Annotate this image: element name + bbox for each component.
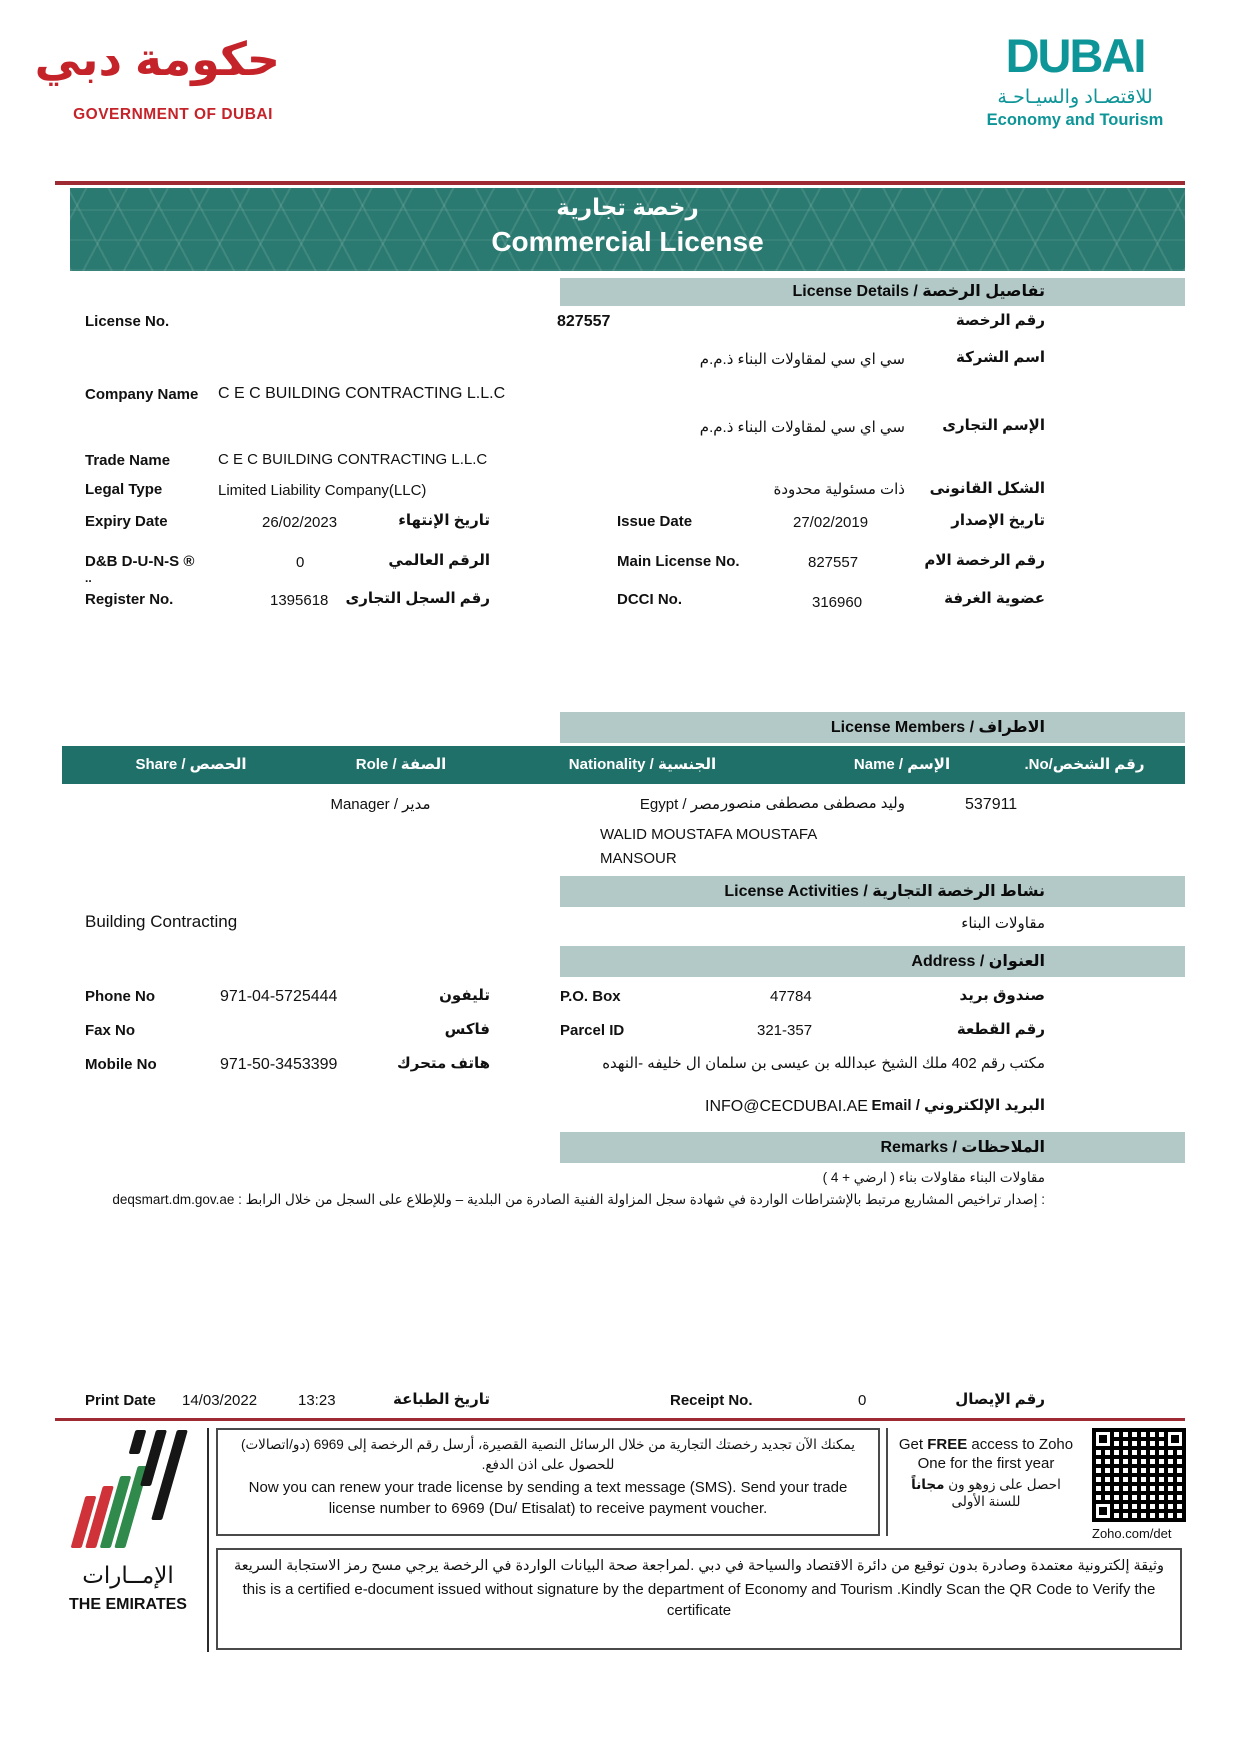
expiry-date-label-en: Expiry Date <box>85 513 168 530</box>
parcel-id-label-ar: رقم القطعة <box>956 1021 1045 1038</box>
sms-renewal-box <box>216 1428 880 1536</box>
brush-stroke-black-1 <box>129 1430 147 1454</box>
legal-type-label-ar: الشكل القانونى <box>929 480 1045 497</box>
legal-type-label-en: Legal Type <box>85 481 163 498</box>
dcci-no-value: 316960 <box>812 594 863 611</box>
zoho-promo <box>886 1428 1084 1536</box>
zoho-text-post: access to Zoho One for the first year <box>917 1436 1074 1472</box>
government-of-dubai-logo-icon: حكومة دبي <box>34 33 280 85</box>
license-no-value: 827557 <box>557 313 611 330</box>
license-no-label-en: License No. <box>85 313 170 330</box>
dubai-det-logo-english: Economy and Tourism <box>986 111 1164 129</box>
print-time-value: 13:23 <box>298 1392 336 1409</box>
dnb-label-sub: .. <box>85 571 92 585</box>
document-title-arabic: رخصة تجارية <box>556 194 699 220</box>
mobile-value: 971-50-3453399 <box>220 1056 338 1073</box>
certification-text-arabic: وثيقة إلكترونية معتمدة وصادرة بدون توقيع من دائرة الاقتصاد والسياحة في دبي .لمراجعة صحة البيانات الواردة في الرخصة يرجي مسح رمز الاستجابة السريعة <box>233 1558 1165 1574</box>
section-title-license-members: الاطراف / License Members <box>830 719 1045 736</box>
trade-name-value-en: C E C BUILDING CONTRACTING L.L.C <box>218 451 488 468</box>
zoho-promo-english <box>888 1428 1084 1474</box>
zoho-arabic-free: مجاناً <box>911 1476 945 1492</box>
dubai-det-logo-icon: DUBAI <box>1005 29 1145 82</box>
expiry-date-label-ar: تاريخ الإنتهاء <box>398 512 490 529</box>
footer-divider-line <box>55 1418 1185 1421</box>
title-banner <box>70 188 1185 271</box>
legal-type-value-ar: ذات مسئولية محدودة <box>773 481 905 498</box>
column-header-role: الصفة / Role <box>355 756 447 773</box>
emirates-logo-english: THE EMIRATES <box>69 1596 187 1613</box>
remarks-line1: مقاولات البناء مقاولات بناء ( ارضي + 4 ) <box>822 1170 1045 1185</box>
expiry-date-value: 26/02/2023 <box>262 514 338 531</box>
qr-finder-bottom-left <box>1092 1500 1114 1522</box>
dnb-label-ar: الرقم العالمي <box>388 552 490 569</box>
phone-label-ar: تليفون <box>439 987 490 1004</box>
activity-arabic: مقاولات البناء <box>961 915 1045 932</box>
member-no: 537911 <box>965 796 1018 813</box>
address-arabic: مكتب رقم 402 ملك الشيخ عبدالله بن عيسى بن سلمان ال خليفه -النهده <box>602 1055 1045 1072</box>
section-header-license-details <box>560 278 1185 306</box>
company-name-value-ar: سي اي سي لمقاولات البناء ذ.م.م <box>699 351 905 368</box>
certification-text-english: this is a certified e-document issued without signature by the department of Economy and Tourism .Kindly Scan the QR Code to Verify the certificate <box>242 1581 1156 1620</box>
email-value: INFO@CECDUBAI.AE <box>705 1098 868 1115</box>
dcci-no-label-en: DCCI No. <box>617 591 682 608</box>
sms-text-english: Now you can renew your trade license by sending a text message (SMS). Send your trade license number to 6969 (Du/ Etisalat) to receive payment voucher. <box>248 1479 848 1518</box>
email-label: البريد الإلكتروني / Email <box>871 1097 1045 1114</box>
column-header-no: رقم الشخص/No. <box>1024 756 1145 773</box>
receipt-no-value: 0 <box>858 1392 867 1409</box>
company-name-label-en: Company Name <box>85 386 199 403</box>
member-name-arabic: وليد مصطفى مصطفى منصور <box>720 795 905 812</box>
print-date-label-ar: تاريخ الطباعة <box>393 1391 490 1408</box>
zoho-text-pre: Get <box>898 1436 928 1453</box>
document-title-english: Commercial License <box>491 226 764 257</box>
qr-finder-top-right <box>1164 1428 1186 1450</box>
license-no-label-ar: رقم الرخصة <box>955 312 1045 329</box>
dnb-value: 0 <box>296 554 305 571</box>
phone-label-en: Phone No <box>85 988 155 1005</box>
company-name-value-en: C E C BUILDING CONTRACTING L.L.C <box>218 385 506 402</box>
issue-date-value: 27/02/2019 <box>793 514 869 531</box>
legal-type-value-en: Limited Liability Company(LLC) <box>218 482 427 499</box>
po-box-value: 47784 <box>770 988 812 1005</box>
activity-english: Building Contracting <box>85 912 238 931</box>
trade-name-label-ar: الإسم التجارى <box>942 417 1045 434</box>
mobile-label-en: Mobile No <box>85 1056 157 1073</box>
po-box-label-ar: صندوق بريد <box>959 987 1045 1004</box>
member-name-english-line2: MANSOUR <box>600 850 677 867</box>
qr-finder-top-left <box>1092 1428 1114 1450</box>
register-no-label-en: Register No. <box>85 591 174 608</box>
government-of-dubai-wordmark: GOVERNMENT OF DUBAI <box>73 106 273 123</box>
remarks-line2: : إصدار تراخيص المشاريع مرتبط بالإشتراطات الواردة في شهادة سجل المزاولة الفنية الصادرة من البلدية – وللإطلاع على السجل من خلال الرابط : deqsmart.dm.gov.ae <box>112 1192 1045 1207</box>
zoho-arabic-line2: للسنة الأولى <box>951 1494 1021 1510</box>
register-no-value: 1395618 <box>270 592 329 609</box>
emirates-logo-arabic: الإمــارات <box>82 1562 174 1588</box>
main-license-no-label-en: Main License No. <box>617 553 740 570</box>
section-header-remarks <box>560 1132 1185 1163</box>
trade-name-value-ar: سي اي سي لمقاولات البناء ذ.م.م <box>699 419 905 436</box>
mobile-label-ar: هاتف متحرك <box>397 1055 490 1072</box>
zoho-text-free: FREE <box>927 1436 968 1453</box>
fax-label-ar: فاكس <box>444 1021 490 1038</box>
qr-caption: Zoho.com/det <box>1092 1526 1172 1541</box>
members-table-header <box>62 746 1185 784</box>
section-header-address <box>560 946 1185 977</box>
main-license-no-value: 827557 <box>808 554 859 571</box>
main-license-no-label-ar: رقم الرخصة الام <box>924 552 1045 569</box>
zoho-arabic-pre: احصل على زوهو ون <box>944 1476 1061 1492</box>
section-header-license-members <box>560 712 1185 743</box>
qr-code-icon <box>1092 1428 1186 1522</box>
fax-label-en: Fax No <box>85 1022 136 1039</box>
phone-value: 971-04-5725444 <box>220 988 338 1005</box>
register-no-label-ar: رقم السجل التجارى <box>345 590 490 607</box>
issue-date-label-ar: تاريخ الإصدار <box>951 512 1045 529</box>
section-title-license-details: تفاصيل الرخصة / License Details <box>792 283 1045 300</box>
section-title-license-activities: نشاط الرخصة التجارية / License Activities <box>724 883 1045 900</box>
section-title-address: العنوان / Address <box>911 953 1045 970</box>
section-header-license-activities <box>560 876 1185 907</box>
sms-text-arabic: يمكنك الآن تجديد رخصتك التجارية من خلال الرسائل النصية القصيرة، أرسل رقم الرخصة إلى 6969 (دو/اتصالات) للحصول على اذن الدفع. <box>240 1437 856 1472</box>
footer-vertical-divider <box>207 1428 209 1652</box>
trade-name-label-en: Trade Name <box>85 452 171 469</box>
issue-date-label-en: Issue Date <box>617 513 693 530</box>
receipt-no-label-ar: رقم الإيصال <box>955 1391 1045 1408</box>
member-nationality: مصر / Egypt <box>639 796 721 813</box>
section-title-remarks: الملاحظات / Remarks <box>880 1139 1045 1156</box>
print-date-label-en: Print Date <box>85 1392 156 1409</box>
dnb-label-en: D&B D-U-N-S ® <box>85 553 195 570</box>
parcel-id-value: 321-357 <box>757 1022 813 1039</box>
member-role: مدير / Manager <box>330 796 431 813</box>
receipt-no-label-en: Receipt No. <box>670 1392 753 1409</box>
dcci-no-label-ar: عضوية الغرفة <box>944 590 1045 607</box>
column-header-nationality: الجنسية / Nationality <box>568 756 717 773</box>
member-name-english-line1: WALID MOUSTAFA MOUSTAFA <box>600 826 818 843</box>
company-name-label-ar: اسم الشركة <box>955 349 1045 366</box>
certification-box <box>216 1548 1182 1650</box>
parcel-id-label-en: Parcel ID <box>560 1022 625 1039</box>
column-header-name: الإسم / Name <box>853 756 951 773</box>
po-box-label-en: P.O. Box <box>560 988 621 1005</box>
top-divider-line <box>55 181 1185 185</box>
zoho-promo-arabic <box>888 1476 1084 1511</box>
dubai-det-logo-arabic: للاقتصـاد والسيـاحـة <box>997 87 1153 108</box>
column-header-share: الحصص / Share <box>135 756 247 773</box>
print-date-value: 14/03/2022 <box>182 1392 258 1409</box>
